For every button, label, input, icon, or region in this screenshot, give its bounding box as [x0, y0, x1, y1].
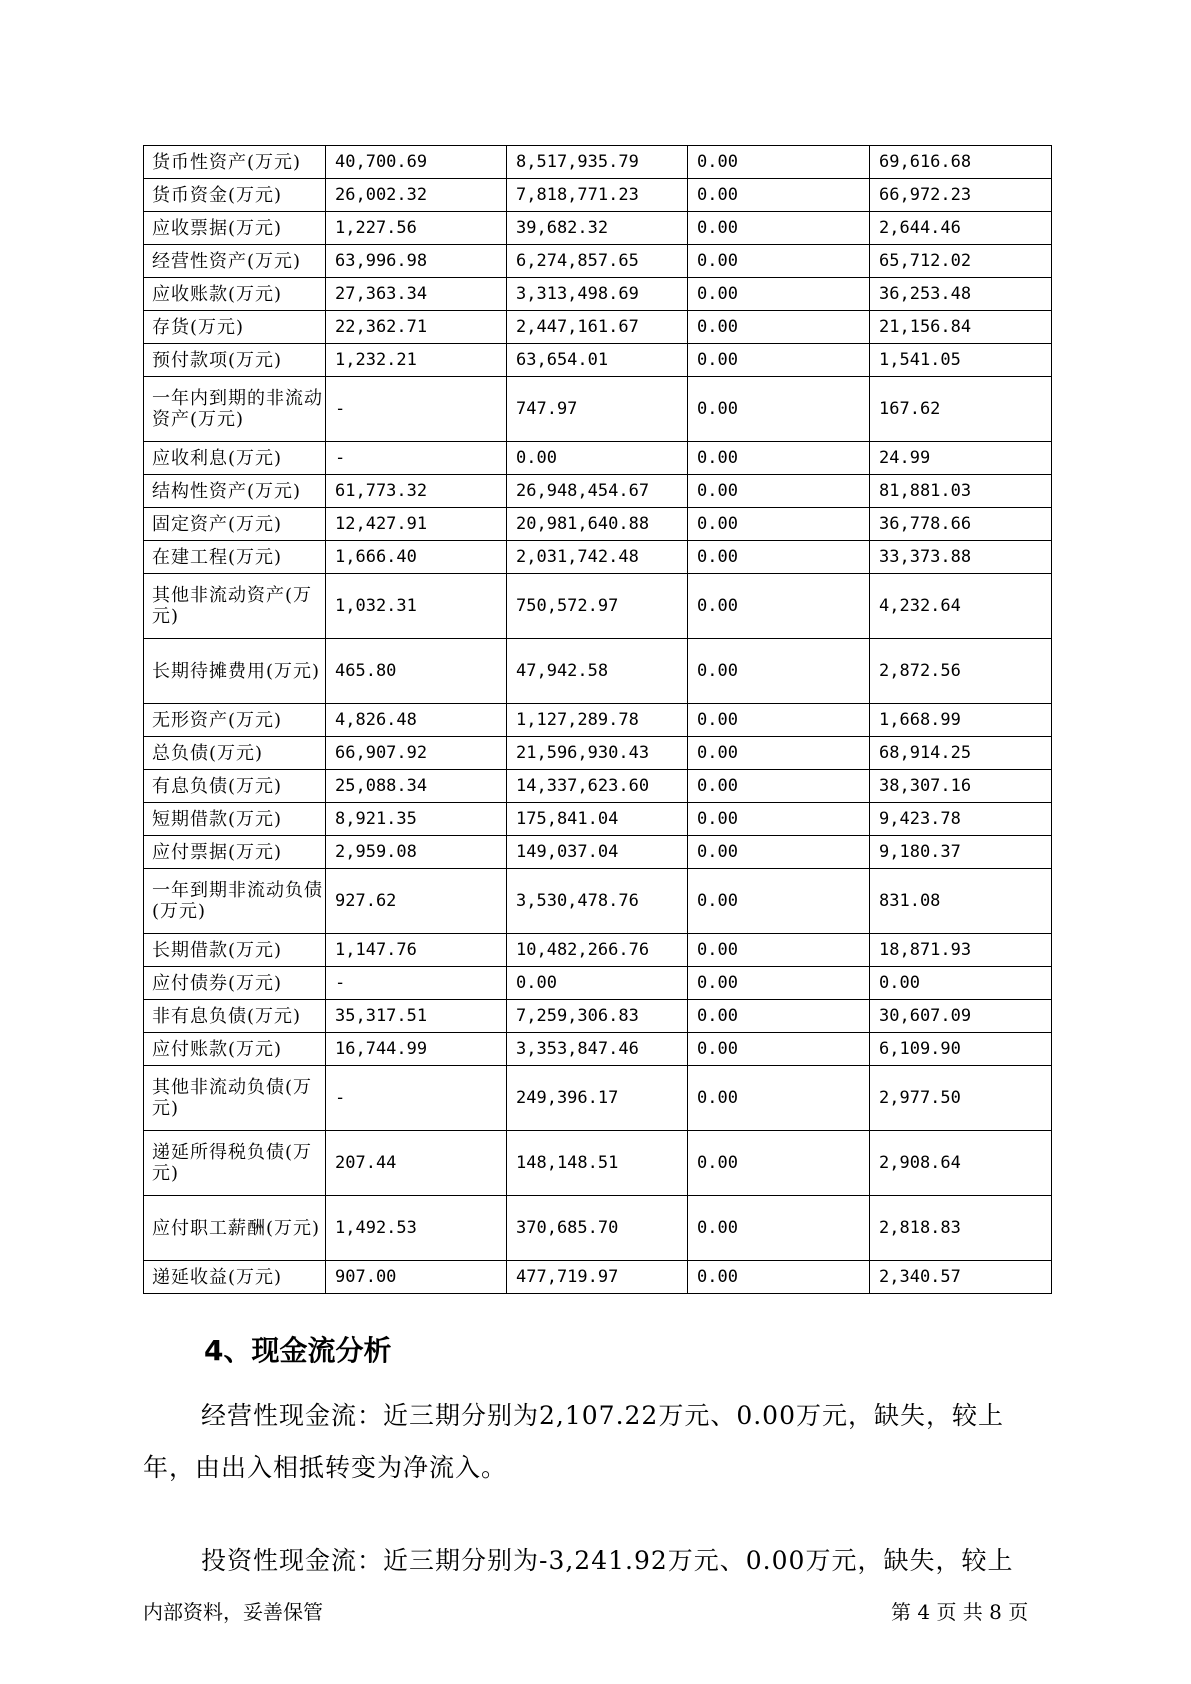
table-row [144, 1066, 1052, 1131]
row-label: 应收票据(万元) [144, 212, 326, 245]
row-label: 固定资产(万元) [144, 508, 326, 541]
row-label: 应付职工薪酬(万元) [144, 1196, 326, 1261]
value-cell: 12,427.91 [326, 508, 507, 541]
table-row [144, 574, 1052, 639]
value-cell: 16,744.99 [326, 1033, 507, 1066]
value-cell: 14,337,623.60 [507, 770, 688, 803]
table-row [144, 704, 1052, 737]
value-cell: 1,666.40 [326, 541, 507, 574]
value-cell: 750,572.97 [507, 574, 688, 639]
value-cell: - [326, 442, 507, 475]
row-label: 应收利息(万元) [144, 442, 326, 475]
value-cell: - [326, 967, 507, 1000]
value-cell: 18,871.93 [870, 934, 1052, 967]
value-cell: 477,719.97 [507, 1261, 688, 1294]
value-cell: 24.99 [870, 442, 1052, 475]
table-row [144, 967, 1052, 1000]
value-cell: 6,274,857.65 [507, 245, 688, 278]
row-label: 货币资金(万元) [144, 179, 326, 212]
value-cell: 66,972.23 [870, 179, 1052, 212]
row-label: 存货(万元) [144, 311, 326, 344]
value-cell: 39,682.32 [507, 212, 688, 245]
value-cell: - [326, 1066, 507, 1131]
value-cell: 2,977.50 [870, 1066, 1052, 1131]
value-cell: 33,373.88 [870, 541, 1052, 574]
value-cell: 0.00 [688, 704, 870, 737]
value-cell: 1,127,289.78 [507, 704, 688, 737]
value-cell: 2,959.08 [326, 836, 507, 869]
value-cell: 0.00 [688, 442, 870, 475]
value-cell: 3,313,498.69 [507, 278, 688, 311]
value-cell: 66,907.92 [326, 737, 507, 770]
value-cell: 831.08 [870, 869, 1052, 934]
value-cell: 21,596,930.43 [507, 737, 688, 770]
value-cell: 35,317.51 [326, 1000, 507, 1033]
value-cell: 0.00 [688, 967, 870, 1000]
value-cell: 26,948,454.67 [507, 475, 688, 508]
value-cell: 0.00 [688, 737, 870, 770]
value-cell: 26,002.32 [326, 179, 507, 212]
value-cell: 148,148.51 [507, 1131, 688, 1196]
row-label: 应付债券(万元) [144, 967, 326, 1000]
value-cell: 1,232.21 [326, 344, 507, 377]
value-cell: 68,914.25 [870, 737, 1052, 770]
value-cell: 30,607.09 [870, 1000, 1052, 1033]
value-cell: 370,685.70 [507, 1196, 688, 1261]
value-cell: 1,032.31 [326, 574, 507, 639]
value-cell: 27,363.34 [326, 278, 507, 311]
value-cell: 0.00 [507, 967, 688, 1000]
row-label: 长期待摊费用(万元) [144, 639, 326, 704]
value-cell: 22,362.71 [326, 311, 507, 344]
value-cell: 20,981,640.88 [507, 508, 688, 541]
value-cell: 9,423.78 [870, 803, 1052, 836]
table-row [144, 311, 1052, 344]
row-label: 有息负债(万元) [144, 770, 326, 803]
table-row [144, 212, 1052, 245]
value-cell: 149,037.04 [507, 836, 688, 869]
row-label: 其他非流动资产(万元) [144, 574, 326, 639]
value-cell: 0.00 [688, 1196, 870, 1261]
row-label: 一年内到期的非流动资产(万元) [144, 377, 326, 442]
value-cell: 0.00 [688, 508, 870, 541]
value-cell: 0.00 [688, 639, 870, 704]
table-row [144, 475, 1052, 508]
value-cell: 0.00 [688, 377, 870, 442]
value-cell: 6,109.90 [870, 1033, 1052, 1066]
row-label: 总负债(万元) [144, 737, 326, 770]
table-row [144, 245, 1052, 278]
value-cell: 0.00 [688, 475, 870, 508]
table-row [144, 179, 1052, 212]
value-cell: 0.00 [688, 934, 870, 967]
value-cell: 2,644.46 [870, 212, 1052, 245]
value-cell: 1,668.99 [870, 704, 1052, 737]
row-label: 长期借款(万元) [144, 934, 326, 967]
value-cell: 249,396.17 [507, 1066, 688, 1131]
row-label: 经营性资产(万元) [144, 245, 326, 278]
section-heading: 4、现金流分析 [204, 1334, 392, 1367]
financial-table-body [144, 146, 1052, 1294]
value-cell: 1,147.76 [326, 934, 507, 967]
value-cell: 63,996.98 [326, 245, 507, 278]
value-cell: 2,031,742.48 [507, 541, 688, 574]
value-cell: 0.00 [507, 442, 688, 475]
value-cell: 0.00 [688, 245, 870, 278]
footer-confidential-note: 内部资料，妥善保管 [143, 1600, 323, 1624]
value-cell: 1,541.05 [870, 344, 1052, 377]
table-row [144, 541, 1052, 574]
value-cell: 0.00 [688, 344, 870, 377]
value-cell: 36,778.66 [870, 508, 1052, 541]
value-cell: 81,881.03 [870, 475, 1052, 508]
value-cell: 175,841.04 [507, 803, 688, 836]
value-cell: 465.80 [326, 639, 507, 704]
value-cell: 0.00 [870, 967, 1052, 1000]
value-cell: 8,517,935.79 [507, 146, 688, 179]
table-row [144, 737, 1052, 770]
table-row [144, 1000, 1052, 1033]
row-label: 递延收益(万元) [144, 1261, 326, 1294]
value-cell: 0.00 [688, 869, 870, 934]
value-cell: 0.00 [688, 1066, 870, 1131]
investing-cashflow-paragraph: 投资性现金流：近三期分别为-3,241.92万元、0.00万元，缺失，较上 [201, 1546, 1014, 1575]
table-row [144, 1196, 1052, 1261]
table-row [144, 377, 1052, 442]
row-label: 递延所得税负债(万元) [144, 1131, 326, 1196]
table-row [144, 278, 1052, 311]
table-row [144, 934, 1052, 967]
value-cell: 2,872.56 [870, 639, 1052, 704]
value-cell: 3,530,478.76 [507, 869, 688, 934]
row-label: 一年到期非流动负债(万元) [144, 869, 326, 934]
table-row [144, 1131, 1052, 1196]
table-row [144, 1033, 1052, 1066]
row-label: 短期借款(万元) [144, 803, 326, 836]
table-row [144, 770, 1052, 803]
table-row [144, 639, 1052, 704]
value-cell: 0.00 [688, 1000, 870, 1033]
table-row [144, 1261, 1052, 1294]
row-label: 在建工程(万元) [144, 541, 326, 574]
row-label: 应付账款(万元) [144, 1033, 326, 1066]
value-cell: 1,492.53 [326, 1196, 507, 1261]
row-label: 非有息负债(万元) [144, 1000, 326, 1033]
value-cell: 8,921.35 [326, 803, 507, 836]
table-row [144, 146, 1052, 179]
value-cell: 0.00 [688, 179, 870, 212]
value-cell: 9,180.37 [870, 836, 1052, 869]
value-cell: 7,818,771.23 [507, 179, 688, 212]
table-row [144, 869, 1052, 934]
row-label: 结构性资产(万元) [144, 475, 326, 508]
value-cell: 0.00 [688, 803, 870, 836]
row-label: 无形资产(万元) [144, 704, 326, 737]
table-row [144, 508, 1052, 541]
value-cell: 167.62 [870, 377, 1052, 442]
table-row [144, 803, 1052, 836]
value-cell: 907.00 [326, 1261, 507, 1294]
value-cell: 1,227.56 [326, 212, 507, 245]
value-cell: 61,773.32 [326, 475, 507, 508]
table-row [144, 442, 1052, 475]
value-cell: 21,156.84 [870, 311, 1052, 344]
row-label: 其他非流动负债(万元) [144, 1066, 326, 1131]
value-cell: 2,818.83 [870, 1196, 1052, 1261]
value-cell: 747.97 [507, 377, 688, 442]
value-cell: 7,259,306.83 [507, 1000, 688, 1033]
row-label: 货币性资产(万元) [144, 146, 326, 179]
value-cell: 0.00 [688, 146, 870, 179]
value-cell: 10,482,266.76 [507, 934, 688, 967]
row-label: 应收账款(万元) [144, 278, 326, 311]
row-label: 预付款项(万元) [144, 344, 326, 377]
operating-cashflow-paragraph: 经营性现金流：近三期分别为2,107.22万元、0.00万元，缺失，较上年，由出入相抵转变为净流入。 [143, 1401, 1004, 1482]
footer-page-number: 第 4 页 共 8 页 [891, 1600, 1029, 1624]
value-cell: 2,447,161.67 [507, 311, 688, 344]
value-cell: 2,908.64 [870, 1131, 1052, 1196]
value-cell: 0.00 [688, 311, 870, 344]
value-cell: 69,616.68 [870, 146, 1052, 179]
value-cell: 63,654.01 [507, 344, 688, 377]
value-cell: 25,088.34 [326, 770, 507, 803]
value-cell: 0.00 [688, 212, 870, 245]
value-cell: 40,700.69 [326, 146, 507, 179]
value-cell: 3,353,847.46 [507, 1033, 688, 1066]
row-label: 应付票据(万元) [144, 836, 326, 869]
value-cell: 0.00 [688, 278, 870, 311]
value-cell: 0.00 [688, 574, 870, 639]
value-cell: 0.00 [688, 1131, 870, 1196]
table-row [144, 836, 1052, 869]
value-cell: 2,340.57 [870, 1261, 1052, 1294]
value-cell: 0.00 [688, 836, 870, 869]
value-cell: 0.00 [688, 541, 870, 574]
value-cell: 4,232.64 [870, 574, 1052, 639]
value-cell: 0.00 [688, 770, 870, 803]
value-cell: 36,253.48 [870, 278, 1052, 311]
financial-table [143, 145, 1052, 1294]
table-row [144, 344, 1052, 377]
value-cell: 0.00 [688, 1033, 870, 1066]
value-cell: 47,942.58 [507, 639, 688, 704]
value-cell: 4,826.48 [326, 704, 507, 737]
value-cell: 207.44 [326, 1131, 507, 1196]
value-cell: 38,307.16 [870, 770, 1052, 803]
value-cell: 927.62 [326, 869, 507, 934]
value-cell: - [326, 377, 507, 442]
value-cell: 0.00 [688, 1261, 870, 1294]
value-cell: 65,712.02 [870, 245, 1052, 278]
